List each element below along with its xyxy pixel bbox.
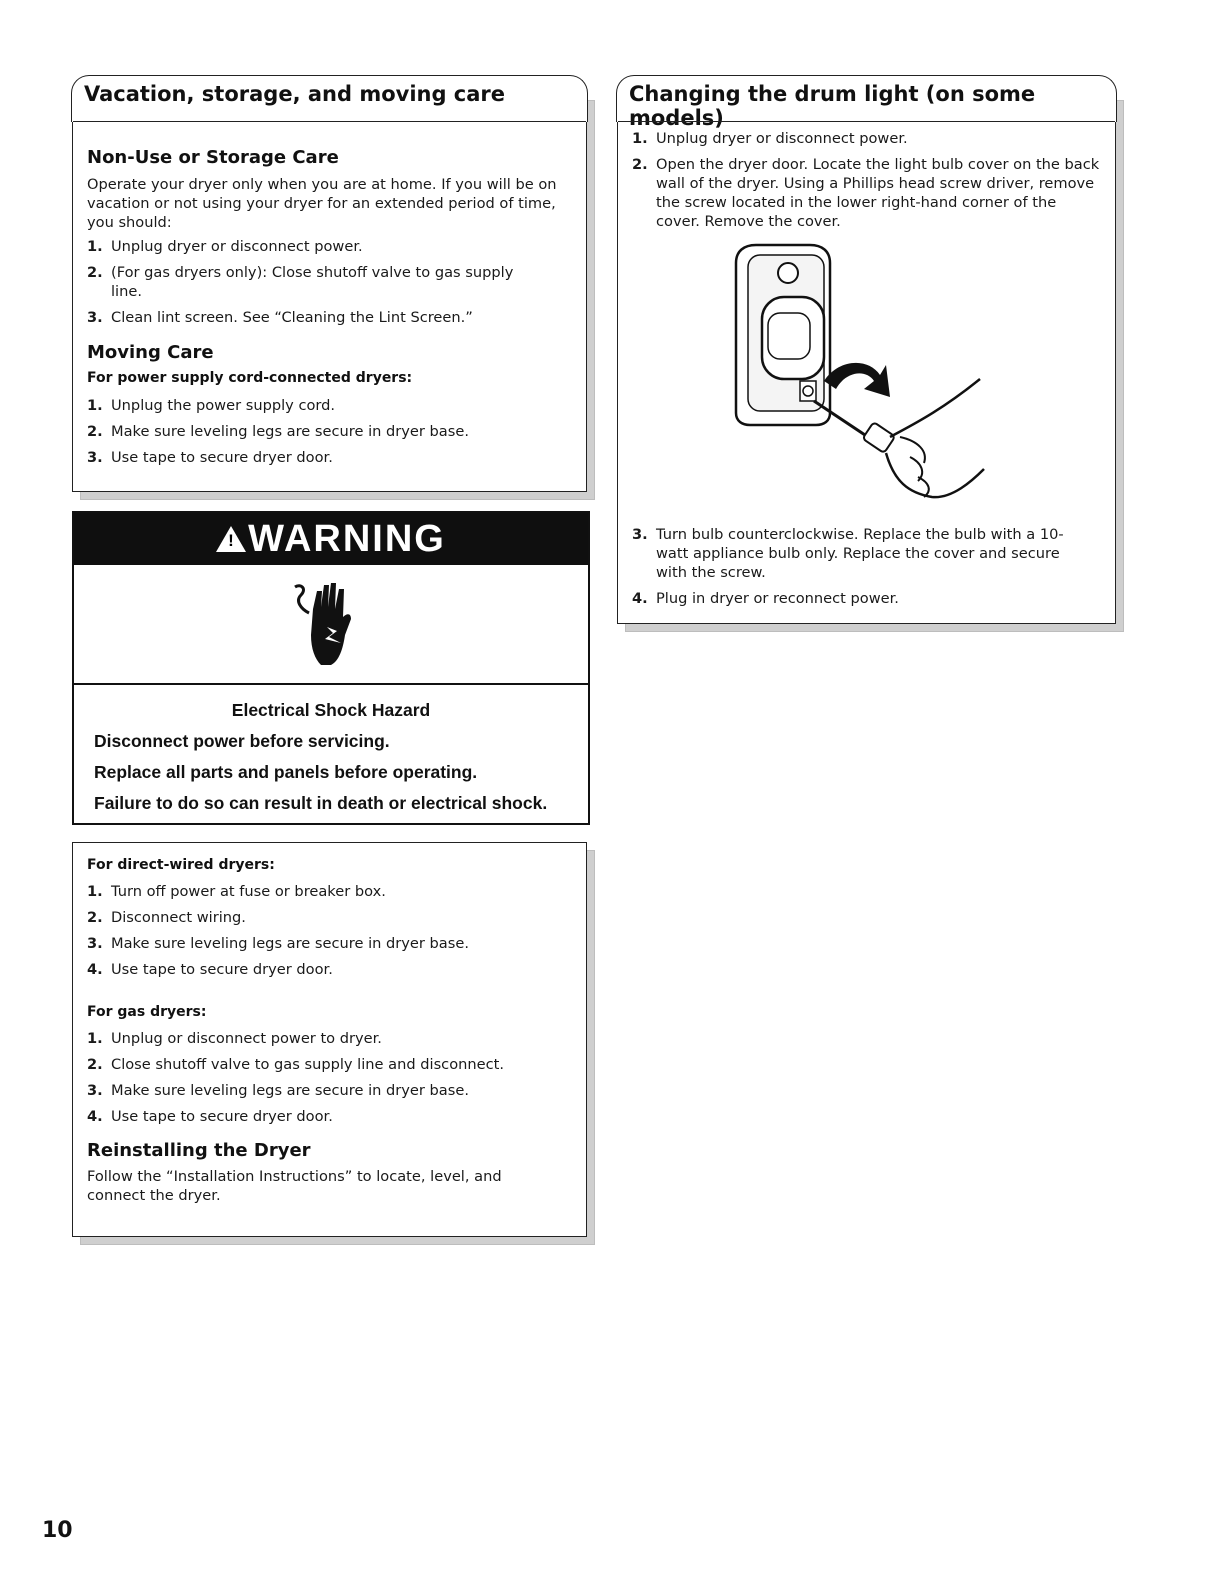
warning-label: WARNING [248,517,446,560]
warning-icon-area [74,565,588,685]
list-item: 2. (For gas dryers only): Close shutoff valve to gas supply line. [87,264,514,300]
page-number: 10 [42,1518,73,1543]
list-item: 2. Close shutoff valve to gas supply line and disconnect. [87,1056,504,1073]
list-item: 3. Turn bulb counterclockwise. Replace the bulb with a 10-watt appliance bulb only. Replace the cover and secure with the screw. [632,526,1064,581]
reinstall-text: Follow the “Installation Instructions” to locate, level, and connect the dryer. [87,1168,502,1204]
gas-dryers-heading: For gas dryers: [87,1004,207,1020]
list-item: 4. Plug in dryer or reconnect power. [632,590,899,607]
nonuse-intro: Operate your dryer only when you are at home. If you will be on vacation or not using your dryer for an extended period of time, you should: [87,176,557,231]
warning-line-3: Failure to do so can result in death or electrical shock. [94,793,548,813]
gas-dryers-steps [87,1029,567,1133]
moving-steps [87,396,557,474]
moving-subheading: For power supply cord-connected dryers: [87,370,413,386]
list-item: 2. Open the dryer door. Locate the light bulb cover on the back wall of the dryer. Using a Phillips head screw driver, remove the screw located in the lower right-hand corner of the cover. Remove the cover. [632,156,1100,230]
list-item: 1. Unplug dryer or disconnect power. [632,130,908,147]
direct-wired-heading: For direct-wired dryers: [87,857,275,873]
warning-header [74,513,588,565]
direct-wired-steps [87,882,557,986]
vacation-storage-section [72,82,587,492]
list-item: 1. Unplug or disconnect power to dryer. [87,1030,382,1047]
warning-line-1: Disconnect power before servicing. [94,731,390,751]
moving-heading: Moving Care [87,342,214,363]
list-item: 1. Unplug dryer or disconnect power. [87,238,363,255]
list-item: 4. Use tape to secure dryer door. [87,961,333,978]
nonuse-steps [87,237,517,334]
list-item: 3. Clean lint screen. See “Cleaning the Lint Screen.” [87,309,473,326]
warning-box [72,511,590,825]
section-title-bar [616,75,1117,130]
drum-light-cover-illustration [718,241,1018,511]
drum-light-steps-bottom [632,525,1072,615]
warning-line-2: Replace all parts and panels before operating. [94,762,478,782]
list-item: 2. Disconnect wiring. [87,909,246,926]
dryer-disconnect-section [72,842,587,1237]
list-item: 1. Unplug the power supply cord. [87,397,336,414]
list-item: 4. Use tape to secure dryer door. [87,1108,333,1125]
warning-triangle-icon [216,526,246,552]
section-title: Changing the drum light (on some models) [629,82,1036,130]
section-title-bar [71,75,588,122]
reinstall-heading: Reinstalling the Dryer [87,1140,311,1161]
nonuse-heading: Non-Use or Storage Care [87,147,339,168]
list-item: 3. Use tape to secure dryer door. [87,449,333,466]
section-title: Vacation, storage, and moving care [84,82,506,106]
title-divider [73,121,586,122]
title-divider [618,121,1115,122]
list-item: 1. Turn off power at fuse or breaker box. [87,883,386,900]
drum-light-section [617,82,1116,624]
drum-light-steps-top [632,129,1102,238]
list-item: 3. Make sure leveling legs are secure in dryer base. [87,1082,469,1099]
electrical-shock-hand-icon [291,579,371,669]
list-item: 2. Make sure leveling legs are secure in dryer base. [87,423,469,440]
hazard-title: Electrical Shock Hazard [231,700,431,720]
list-item: 3. Make sure leveling legs are secure in dryer base. [87,935,469,952]
